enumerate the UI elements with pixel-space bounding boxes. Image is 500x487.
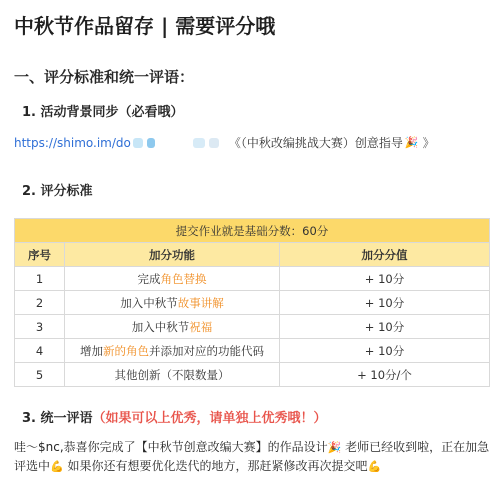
feature-text: 增加 <box>80 343 103 358</box>
table-row <box>15 363 490 387</box>
party-popper-icon: 🎉 <box>404 136 419 149</box>
redacted-block <box>209 138 219 148</box>
feature-highlight: 祝福 <box>189 319 213 334</box>
feature-highlight: 故事讲解 <box>177 295 224 310</box>
table-row <box>15 315 490 339</box>
feature-highlight: 新的角色 <box>103 343 149 358</box>
comment-text: 如果你还有想要优化迭代的地方，那赶紧修改再次提交吧 <box>63 459 368 473</box>
feature-text: 完成 <box>137 271 161 286</box>
row-number: 2 <box>15 291 65 315</box>
row-score: + 10分 <box>280 339 490 363</box>
feature-highlight: 角色替换 <box>160 271 207 286</box>
guide-title: 《（中秋改编挑战大赛）创意指导 <box>228 136 403 150</box>
row-score: + 10分 <box>280 267 490 291</box>
unified-comment <box>14 438 492 476</box>
party-popper-icon: 🎉 <box>327 441 342 454</box>
subheading-comment <box>22 407 327 426</box>
header-feature: 加分功能 <box>65 243 280 267</box>
table-row <box>15 339 490 363</box>
page-title: 中秋节作品留存 | 需要评分哦 <box>14 14 276 38</box>
row-number: 1 <box>15 267 65 291</box>
section-heading-scoring: 一、评分标准和统一评语： <box>14 68 195 86</box>
table-row <box>15 267 490 291</box>
header-number: 序号 <box>15 243 65 267</box>
scoring-table <box>14 218 490 387</box>
comment-text: 老师已经收到啦，正在加急评选中 <box>14 440 490 473</box>
base-score-row <box>15 219 490 243</box>
row-feature <box>65 315 280 339</box>
redacted-block <box>159 138 189 148</box>
feature-text: 加入中秋节 <box>131 319 190 334</box>
subheading-criteria: 2. 评分标准 <box>22 184 93 199</box>
row-feature <box>65 363 280 387</box>
feature-text: 加入中秋节 <box>120 295 178 310</box>
redacted-block <box>147 138 155 148</box>
redacted-block <box>193 138 205 148</box>
flexed-biceps-icon: 💪 <box>50 460 64 473</box>
subheading-background: 1. 活动背景同步（必看哦） <box>22 105 184 120</box>
excellent-note: （如果可以上优秀，请单独上优秀哦！） <box>92 411 327 426</box>
row-feature <box>65 267 280 291</box>
guide-link-line <box>14 134 435 151</box>
row-score: + 10分 <box>280 315 490 339</box>
redacted-block <box>133 138 143 148</box>
comment-text: 哇～$nc,恭喜你完成了【中秋节创意改编大赛】的作品设计 <box>14 440 328 454</box>
base-score-note: 提交作业就是基础分数：60分 <box>15 219 490 243</box>
row-number: 5 <box>15 363 65 387</box>
header-score: 加分分值 <box>280 243 490 267</box>
row-feature <box>65 291 280 315</box>
row-score: + 10分 <box>280 291 490 315</box>
row-number: 4 <box>15 339 65 363</box>
table-row <box>15 291 490 315</box>
shimo-link[interactable]: https://shimo.im/do <box>14 135 131 150</box>
table-header-row <box>15 243 490 267</box>
row-score: + 10分/个 <box>280 363 490 387</box>
flexed-biceps-icon: 💪 <box>367 460 382 473</box>
row-number: 3 <box>15 315 65 339</box>
feature-text: 其他创新（不限数量） <box>114 367 230 382</box>
comment-heading-text: 3. 统一评语 <box>22 411 93 426</box>
row-feature <box>65 339 280 363</box>
feature-text: 并添加对应的功能代码 <box>149 343 264 358</box>
guide-close-bracket: 》 <box>422 136 435 150</box>
